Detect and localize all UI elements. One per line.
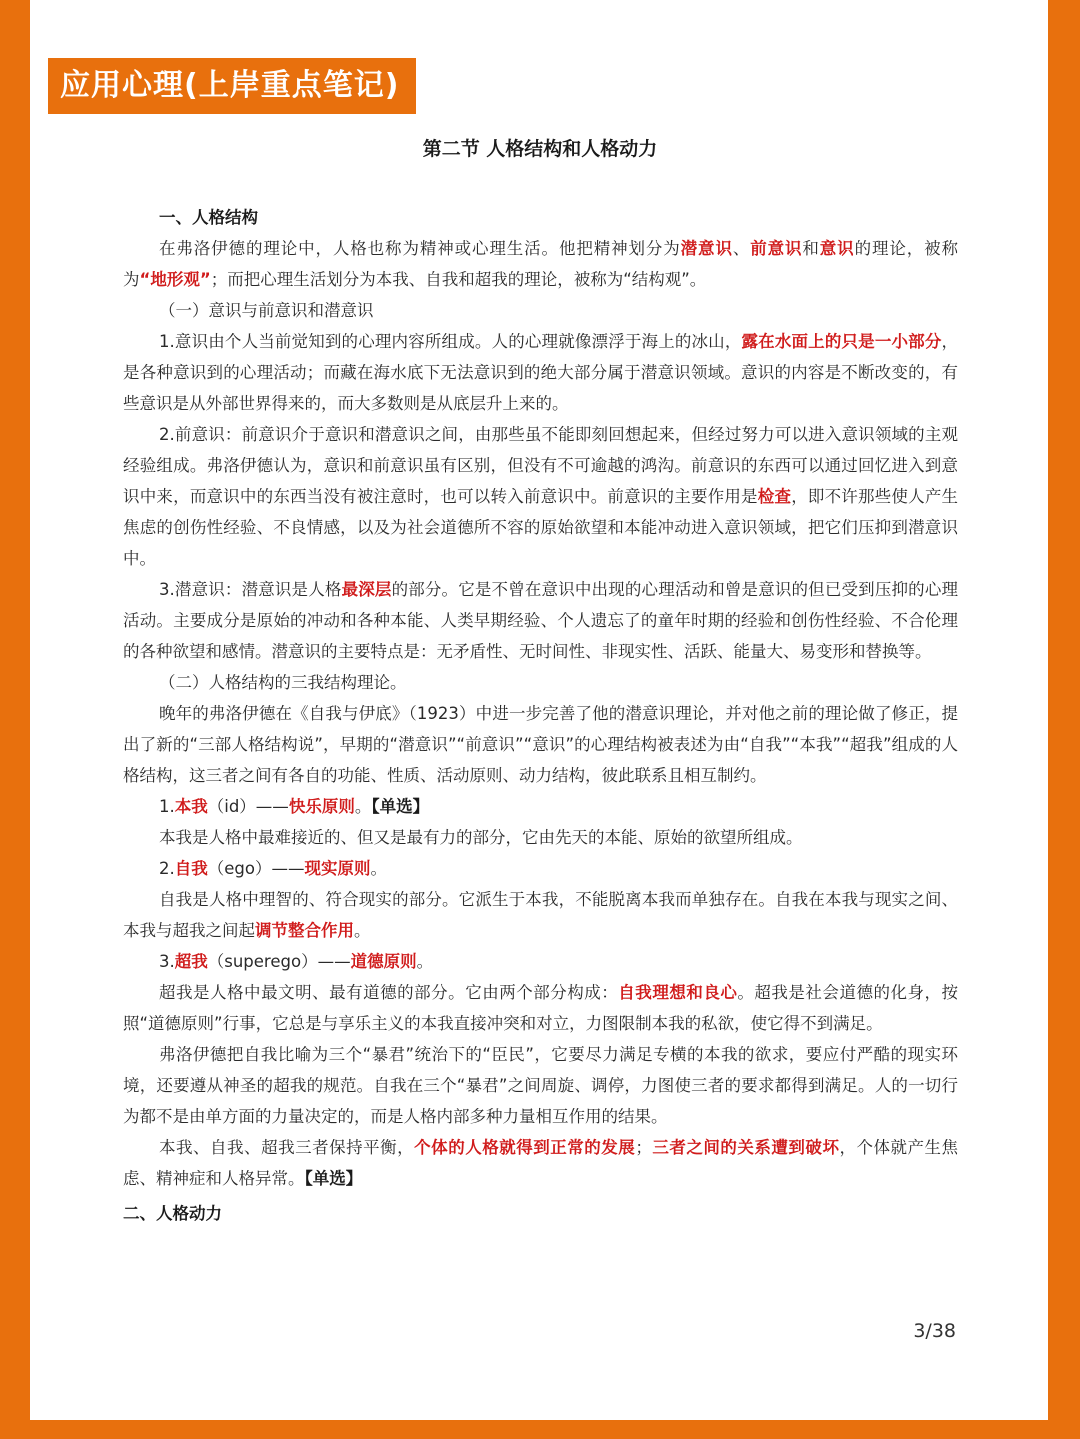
heading-personality-structure: 一、人格结构 <box>159 208 258 227</box>
notes-banner: 应用心理(上岸重点笔记) <box>48 58 416 114</box>
subheading-consciousness: （一）意识与前意识和潜意识 <box>159 301 374 320</box>
paragraph-preconscious: 2.前意识：前意识介于意识和潜意识之间，由那些虽不能即刻回想起来，但经过努力可以进入意识领域的主观经验组成。弗洛伊德认为，意识和前意识虽有区别，但没有不可逾越的鸿沟。前意识的东西可以通过回忆进入到意识中来，而意识中的东西当没有被注意时，也可以转入前意识中。前意识的主要作用是检查，即不许那些使人产生焦虑的创伤性经验、不良情感，以及为社会道德所不容的原始欲望和本能冲动进入意识领域，把它们压抑到潜意识中。 <box>123 425 959 568</box>
heading-personality-dynamics: 二、人格动力 <box>123 1204 222 1223</box>
paragraph-topography: 在弗洛伊德的理论中，人格也称为精神或心理生活。他把精神划分为潜意识、前意识和意识的理论，被称为“地形观”；而把心理生活划分为本我、自我和超我的理论，被称为“结构观”。 <box>123 239 959 289</box>
body-content <box>123 202 958 1229</box>
superego-description: 超我是人格中最文明、最有道德的部分。它由两个部分构成：自我理想和良心。超我是社会道德的化身，按照“道德原则”行事，它总是与享乐主义的本我直接冲突和对立，力图限制本我的私欲，使它得不到满足。 <box>123 983 959 1033</box>
paragraph-balance: 本我、自我、超我三者保持平衡，个体的人格就得到正常的发展；三者之间的关系遭到破坏，个体就产生焦虑、精神症和人格异常。【单选】 <box>123 1138 959 1188</box>
paragraph-unconscious: 3.潜意识：潜意识是人格最深层的部分。它是不曾在意识中出现的心理活动和曾是意识的但已受到压抑的心理活动。主要成分是原始的冲动和各种本能、人类早期经验、个人遗忘了的童年时期的经验和创伤性经验、不合伦理的各种欲望和感情。潜意识的主要特点是：无矛盾性、无时间性、非现实性、活跃、能量大、易变形和替换等。 <box>123 580 959 661</box>
page-number: 3/38 <box>913 1320 956 1342</box>
section-title: 第二节 人格结构和人格动力 <box>422 138 658 160</box>
id-description: 本我是人格中最难接近的、但又是最有力的部分，它由先天的本能、原始的欲望所组成。 <box>159 828 803 847</box>
id-heading: 1.本我（id）——快乐原则。【单选】 <box>159 797 430 816</box>
paragraph-ego-and-id: 晚年的弗洛伊德在《自我与伊底》（1923）中进一步完善了他的潜意识理论，并对他之前的理论做了修正，提出了新的“三部人格结构说”，早期的“潜意识”“前意识”“意识”的心理结构被表述为由“自我”“本我”“超我”组成的人格结构，这三者之间有各自的功能、性质、活动原则、动力结构，彼此联系且相互制约。 <box>123 704 958 785</box>
paragraph-consciousness: 1.意识由个人当前觉知到的心理内容所组成。人的心理就像漂浮于海上的冰山，露在水面上的只是一小部分，是各种意识到的心理活动；而藏在海水底下无法意识到的绝大部分属于潜意识领域。意识的内容是不断改变的，有些意识是从外部世界得来的，而大多数则是从底层升上来的。 <box>123 332 958 413</box>
superego-heading: 3.超我（superego）——道德原则。 <box>159 952 434 971</box>
ego-description: 自我是人格中理智的、符合现实的部分。它派生于本我，不能脱离本我而单独存在。自我在本我与现实之间、本我与超我之间起调节整合作用。 <box>123 890 958 940</box>
subheading-three-self: （二）人格结构的三我结构理论。 <box>159 673 407 692</box>
paragraph-tyrants: 弗洛伊德把自我比喻为三个“暴君”统治下的“臣民”，它要尽力满足专横的本我的欲求，要应付严酷的现实环境，还要遵从神圣的超我的规范。自我在三个“暴君”之间周旋、调停，力图使三者的要求都得到满足。人的一切行为都不是由单方面的力量决定的，而是人格内部多种力量相互作用的结果。 <box>123 1045 958 1126</box>
ego-heading: 2.自我（ego）——现实原则。 <box>159 859 387 878</box>
